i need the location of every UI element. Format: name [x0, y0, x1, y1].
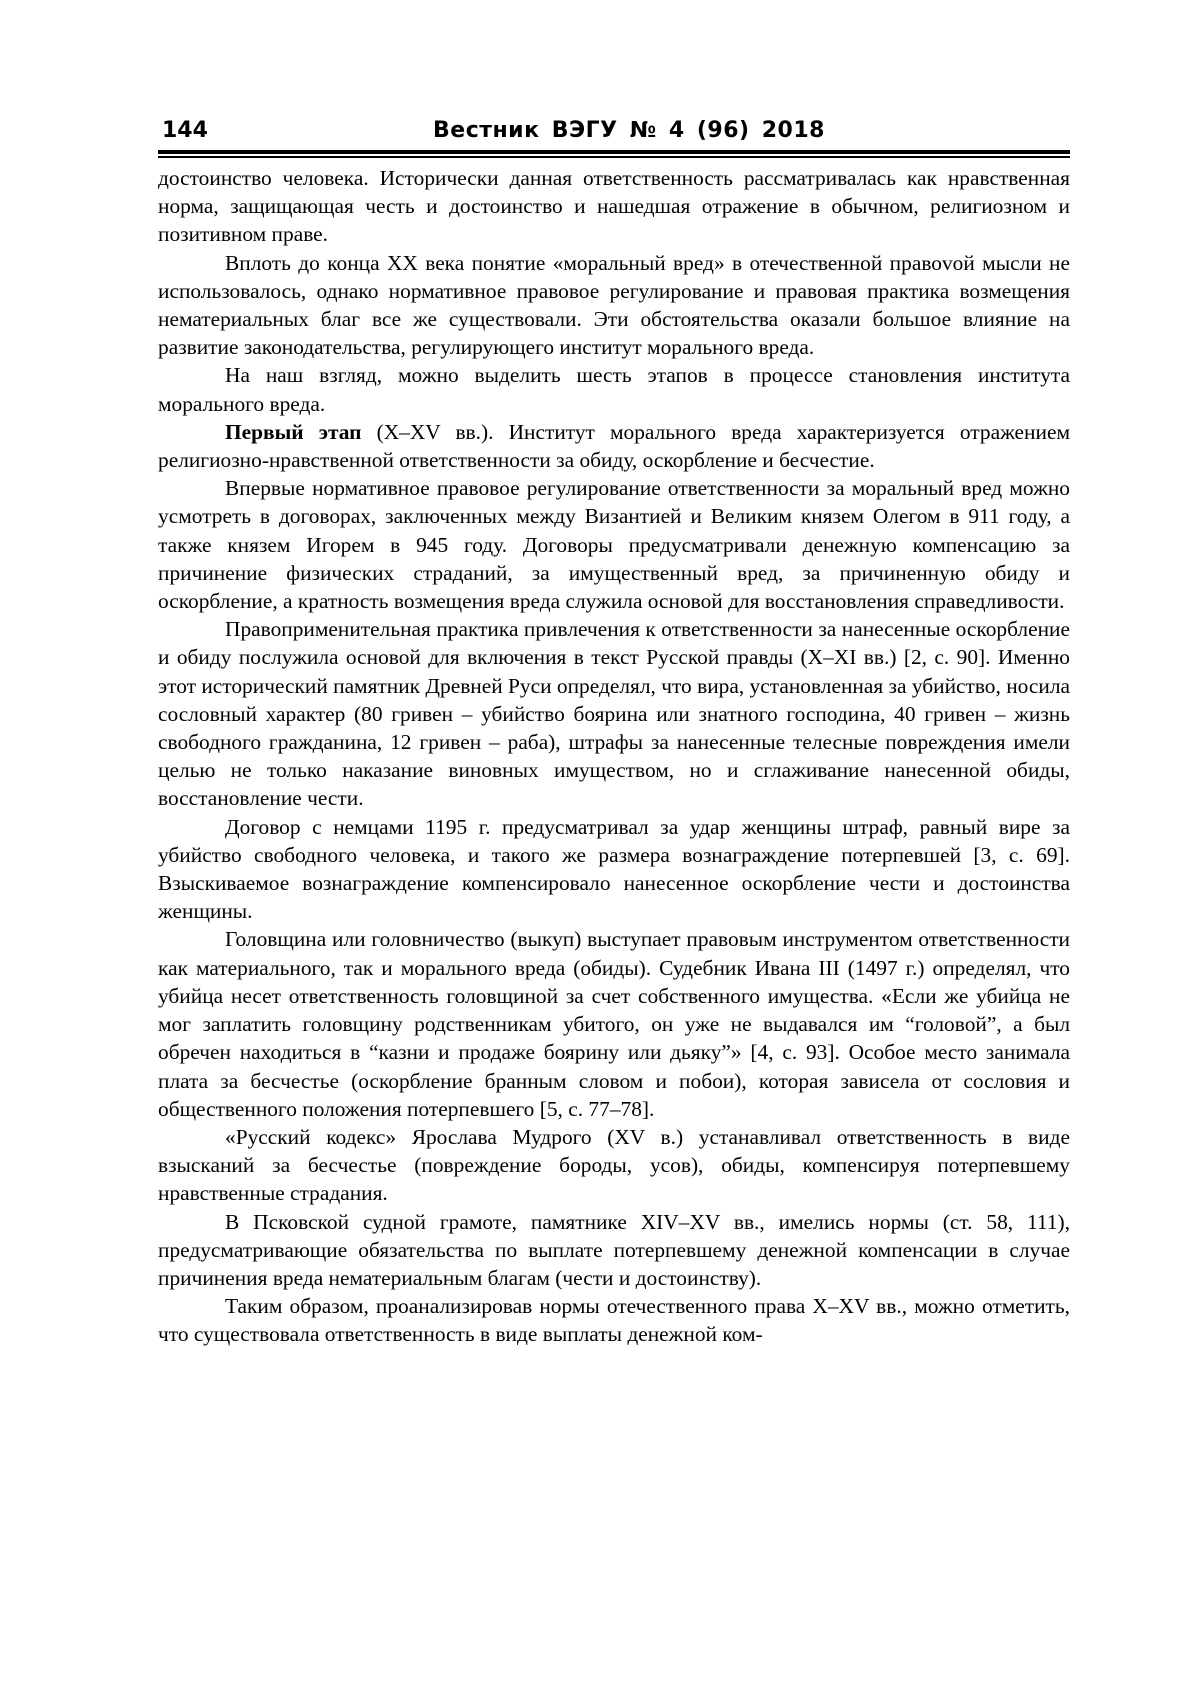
- header-rule-thick: [158, 150, 1070, 154]
- paragraph-4: [158, 418, 1070, 474]
- running-header: [158, 112, 1070, 150]
- journal-title: Вестник ВЭГУ № 4 (96) 2018: [433, 118, 825, 143]
- paragraph-1: достоинство человека. Исторически данная ответственность рассматривалась как нравственная норма, защищающая честь и достоинство и нашедшая отражение в обычном, религиозном и позитивном праве.: [158, 166, 1070, 247]
- page-number: 144: [162, 118, 208, 143]
- paragraph-7: Договор с немцами 1195 г. предусматривал за удар женщины штраф, равный вире за убийство свободного человека, и такого же размера вознаграждение потерпевшей [3, с. 69]. Взыскиваемое вознаграждение компенсировало нанесенное оскорбление чести и достоинства женщины.: [158, 814, 1070, 924]
- paragraph-11: Таким образом, проанализировав нормы отечественного права X–XV вв., можно отметить, что существовала ответственность в виде выплаты денежной ком-: [158, 1294, 1070, 1347]
- paragraph-3: На наш взгляд, можно выделить шесть этапов в процессе становления института морального вреда.: [158, 363, 1070, 416]
- paragraph-4-lead: Первый этап: [225, 419, 362, 444]
- paragraph-10: В Псковской судной грамоте, памятнике XIV–XV вв., имелись нормы (ст. 58, 111), предусматривающие обязательства по выплате потерпевшему денежной компенсации в случае причинения вреда нематериальным благам (чести и достоинству).: [158, 1209, 1070, 1290]
- paragraph-6: Правоприменительная практика привлечения к ответственности за нанесенные оскорбление и обиду послужила основой для включения в текст Русской правды (X–XI вв.) [2, с. 90]. Именно этот исторический памятник Древней Руси определял, что вира, установленная за убийство, носила сословный характер (80 гривен – убийство боярина или знатного господина, 40 гривен – жизнь свободного гражданина, 12 гривен – раба), штрафы за нанесенные телесные повреждения имели целью не только наказание виновных имуществом, но и сглаживание нанесенной обиды, восстановление чести.: [158, 617, 1070, 811]
- header-rule: [158, 150, 1070, 158]
- page: [158, 112, 1070, 1349]
- header-rule-thin: [158, 156, 1070, 158]
- paragraph-2: Вплоть до конца XX века понятие «моральный вред» в отечественной правоvой мысли не использовалось, однако нормативное правовое регулирование и правовая практика возмещения нематериальных благ все же существовали. Эти обстоятельства оказали большое влияние на развитие законодательства, регулирующего институт морального вреда.: [158, 250, 1070, 360]
- paragraph-8: Головщина или головничество (выкуп) выступает правовым инструментом ответственности как материального, так и морального вреда (обиды). Судебник Ивана III (1497 г.) определял, что убийца несет ответственность головщиной за счет собственного имущества. «Если же убийца не мог заплатить головщину родственникам убитого, он уже не выдавался им “головой”, а был обречен находиться в “казни и продаже боярину или дьяку”» [4, с. 93]. Особое место занимала плата за бесчестье (оскорбление бранным словом и побои), которая зависела от сословия и общественного положения потерпевшего [5, с. 77–78].: [158, 927, 1070, 1121]
- paragraph-9: «Русский кодекс» Ярослава Мудрого (XV в.) устанавливал ответственность в виде взысканий за бесчестье (повреждение бороды, усов), обиды, компенсируя потерпевшему нравственные страдания.: [158, 1124, 1070, 1206]
- article-body: [158, 164, 1070, 1349]
- paragraph-5: Впервые нормативное правовое регулирование ответственности за моральный вред можно усмотреть в договорах, заключенных между Византией и Великим князем Олегом в 911 году, а также князем Игорем в 945 году. Договоры предусматривали денежную компенсацию за причинение физических страданий, за имущественный вред, за причиненную обиду и оскорбление, а кратность возмещения вреда служила основой для восстановления справедливости.: [158, 476, 1070, 614]
- paragraph-4-text: (X–XV вв.). Институт морального вреда характеризуется отражением религиозно-нравственной ответственности за обиду, оскорбление и бесчестие.: [158, 419, 1070, 473]
